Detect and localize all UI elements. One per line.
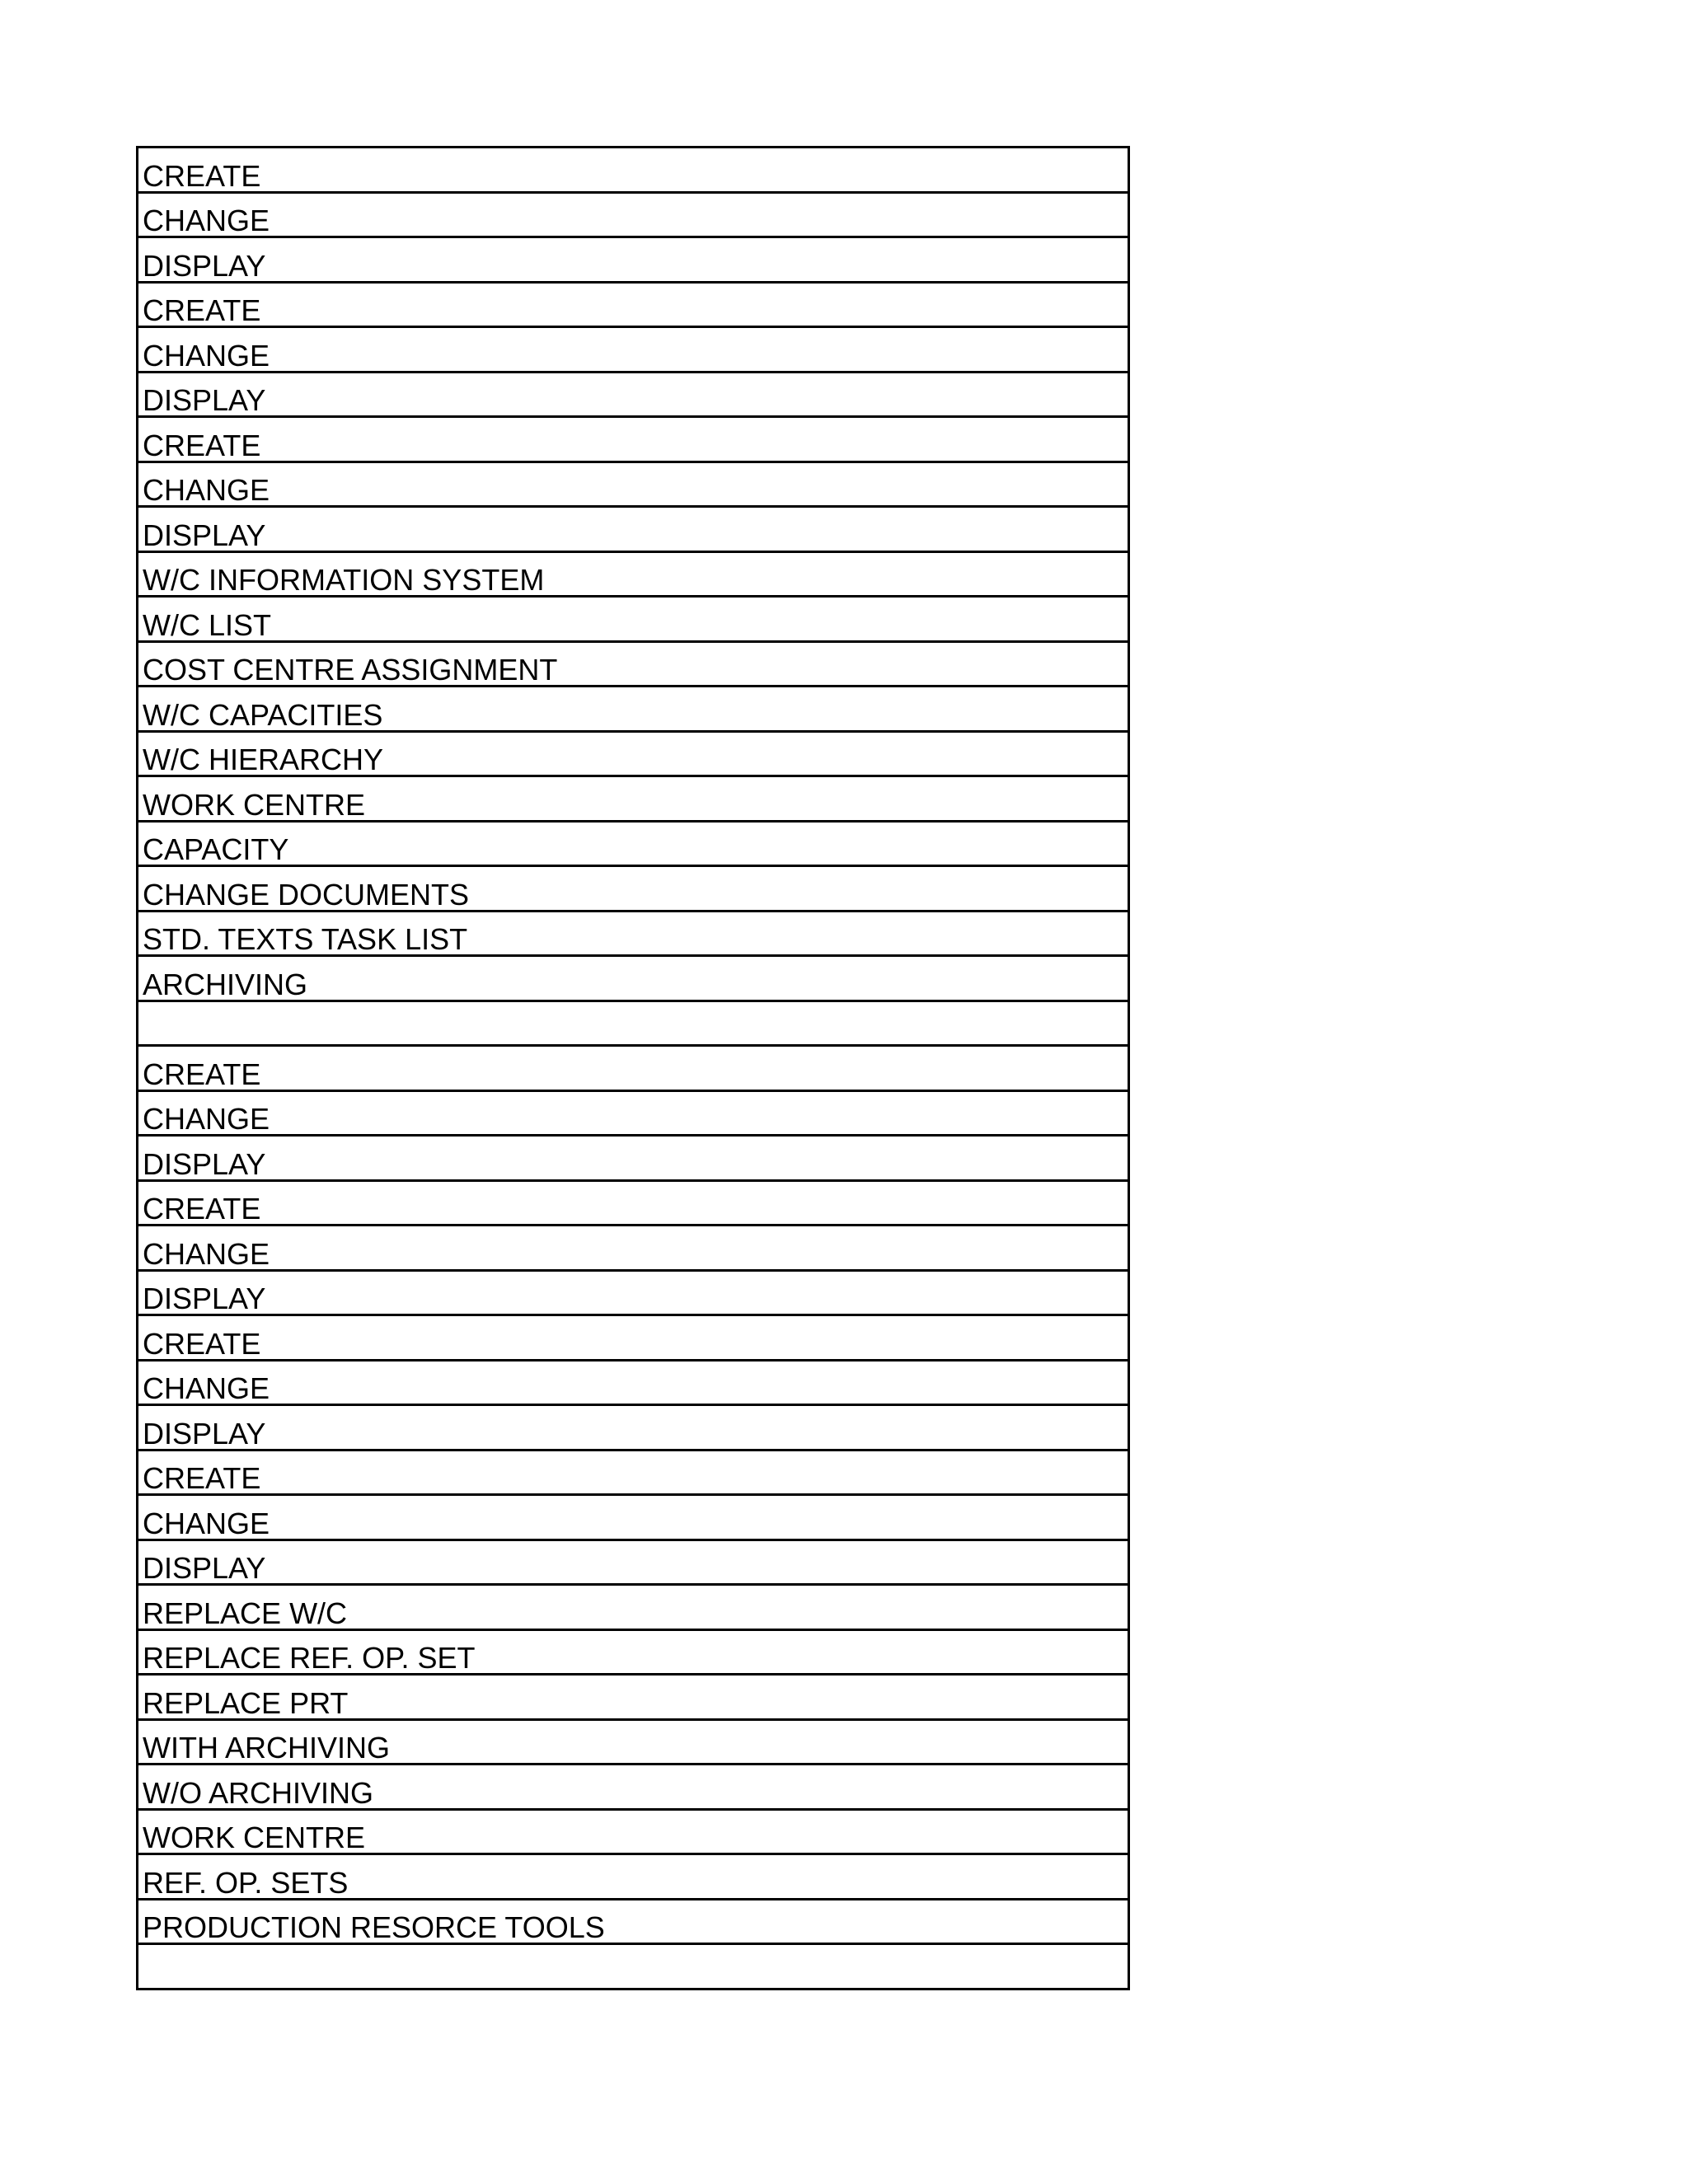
table-cell[interactable]: CREATE	[138, 1315, 1129, 1361]
table-cell[interactable]: CHANGE	[138, 1090, 1129, 1136]
table-row	[138, 282, 1129, 327]
table-row	[138, 1180, 1129, 1226]
table-row	[138, 551, 1129, 597]
table-cell[interactable]: CHANGE	[138, 1495, 1129, 1540]
table-row	[138, 417, 1129, 462]
table-cell[interactable]: REPLACE REF. OP. SET	[138, 1629, 1129, 1675]
table-cell[interactable]: WITH ARCHIVING	[138, 1719, 1129, 1765]
table-cell[interactable]: DISPLAY	[138, 507, 1129, 552]
table-row	[138, 1495, 1129, 1540]
table-row	[138, 1405, 1129, 1451]
table-row	[138, 1001, 1129, 1046]
table-cell[interactable]: COST CENTRE ASSIGNMENT	[138, 641, 1129, 687]
table-row	[138, 148, 1129, 193]
table-cell[interactable]: REPLACE PRT	[138, 1675, 1129, 1720]
table-cell[interactable]: W/C LIST	[138, 597, 1129, 642]
table-row	[138, 1090, 1129, 1136]
table-row	[138, 372, 1129, 417]
table-row	[138, 1360, 1129, 1405]
table-cell[interactable]: STD. TEXTS TASK LIST	[138, 911, 1129, 956]
table-cell[interactable]: REF. OP. SETS	[138, 1854, 1129, 1900]
table-row	[138, 327, 1129, 373]
table-cell[interactable]: W/C HIERARCHY	[138, 731, 1129, 776]
table-row	[138, 1450, 1129, 1495]
table-row	[138, 1046, 1129, 1091]
table-cell[interactable]	[138, 1001, 1129, 1046]
table-cell[interactable]: CHANGE	[138, 192, 1129, 237]
table-cell[interactable]: DISPLAY	[138, 372, 1129, 417]
table-body	[138, 148, 1129, 1990]
table-cell[interactable]: REPLACE W/C	[138, 1585, 1129, 1630]
table-row	[138, 237, 1129, 283]
spreadsheet-table	[136, 146, 1130, 1990]
table-cell[interactable]: WORK CENTRE	[138, 776, 1129, 822]
table-row	[138, 1270, 1129, 1315]
table-row	[138, 687, 1129, 732]
table-row	[138, 911, 1129, 956]
table-row	[138, 597, 1129, 642]
table-row	[138, 1540, 1129, 1585]
table-row	[138, 866, 1129, 912]
table-cell[interactable]: DISPLAY	[138, 1540, 1129, 1585]
table-row	[138, 1719, 1129, 1765]
table-row	[138, 1899, 1129, 1944]
table-cell[interactable]: CAPACITY	[138, 821, 1129, 866]
table-cell[interactable]: CHANGE	[138, 327, 1129, 373]
table-row	[138, 1675, 1129, 1720]
table-row	[138, 731, 1129, 776]
table-cell[interactable]: PRODUCTION RESORCE TOOLS	[138, 1899, 1129, 1944]
table-cell[interactable]: CREATE	[138, 1046, 1129, 1091]
table-cell[interactable]: CREATE	[138, 282, 1129, 327]
table-cell[interactable]: DISPLAY	[138, 1270, 1129, 1315]
table-cell[interactable]: WORK CENTRE	[138, 1809, 1129, 1854]
table-row	[138, 192, 1129, 237]
table-cell[interactable]: CREATE	[138, 148, 1129, 193]
table-row	[138, 462, 1129, 507]
table-cell[interactable]	[138, 1944, 1129, 1990]
table-row	[138, 1136, 1129, 1181]
table-row	[138, 1854, 1129, 1900]
table-row	[138, 776, 1129, 822]
table-cell[interactable]: DISPLAY	[138, 237, 1129, 283]
table-row	[138, 1944, 1129, 1990]
table-cell[interactable]: DISPLAY	[138, 1136, 1129, 1181]
table-cell[interactable]: W/O ARCHIVING	[138, 1765, 1129, 1810]
table-row	[138, 1315, 1129, 1361]
table-row	[138, 1629, 1129, 1675]
table-cell[interactable]: CHANGE DOCUMENTS	[138, 866, 1129, 912]
table-row	[138, 641, 1129, 687]
table-row	[138, 956, 1129, 1001]
table-row	[138, 1809, 1129, 1854]
table-cell[interactable]: W/C INFORMATION SYSTEM	[138, 551, 1129, 597]
table-row	[138, 821, 1129, 866]
table-cell[interactable]: W/C CAPACITIES	[138, 687, 1129, 732]
table-cell[interactable]: ARCHIVING	[138, 956, 1129, 1001]
table-row	[138, 1765, 1129, 1810]
table-cell[interactable]: CREATE	[138, 1450, 1129, 1495]
table-row	[138, 507, 1129, 552]
table-cell[interactable]: CREATE	[138, 417, 1129, 462]
table-cell[interactable]: CHANGE	[138, 1226, 1129, 1271]
table-row	[138, 1226, 1129, 1271]
table-cell[interactable]: CHANGE	[138, 1360, 1129, 1405]
table-cell[interactable]: CREATE	[138, 1180, 1129, 1226]
table-cell[interactable]: DISPLAY	[138, 1405, 1129, 1451]
table-row	[138, 1585, 1129, 1630]
table-cell[interactable]: CHANGE	[138, 462, 1129, 507]
